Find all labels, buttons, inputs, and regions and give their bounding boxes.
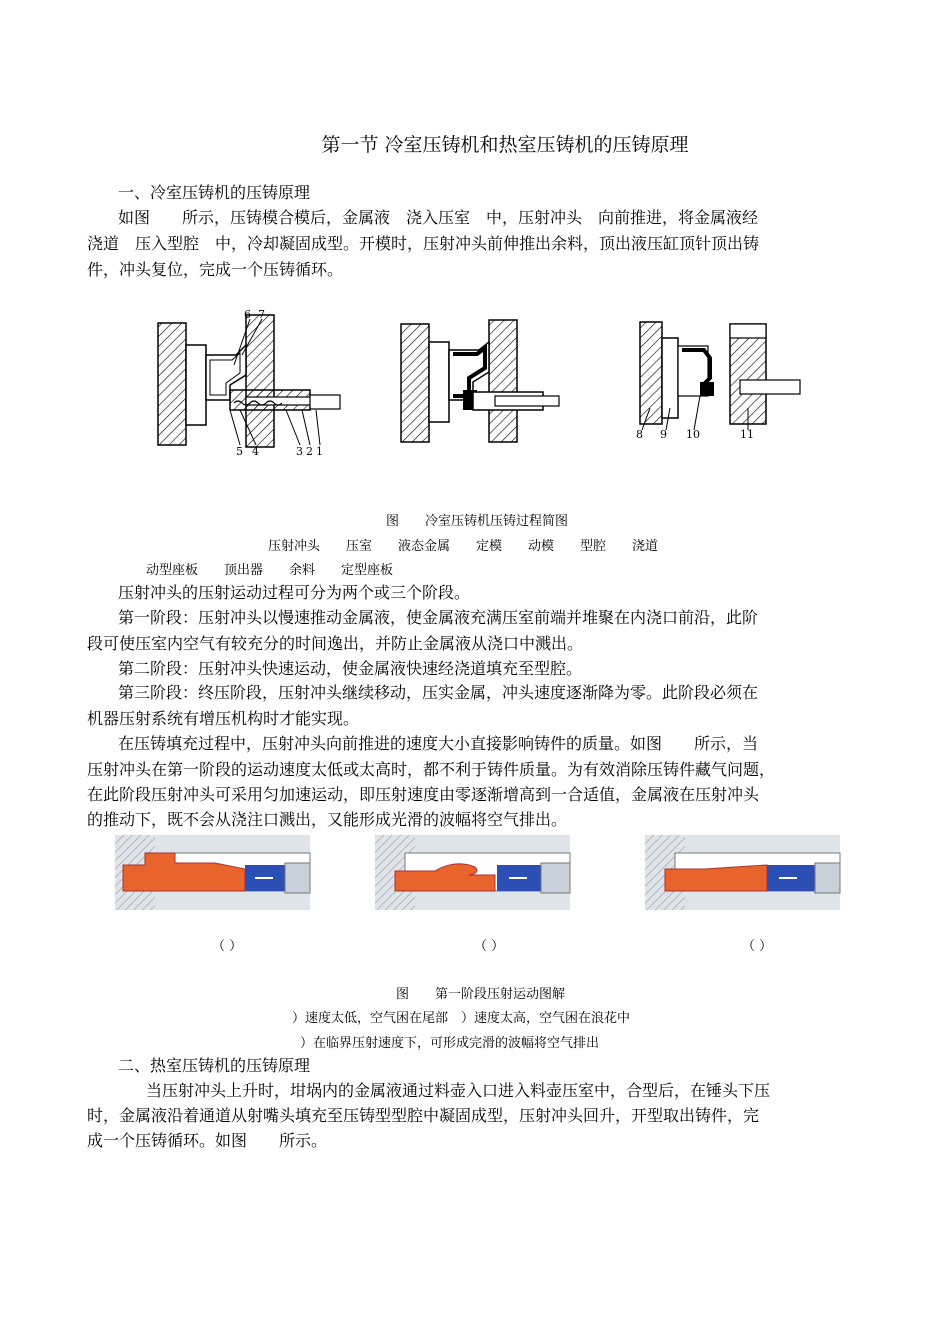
- injection-diagram-b: [375, 835, 570, 910]
- figure-2-legend: ）速度太低，空气困在尾部 ）速度太高，空气困在浪花中: [292, 1011, 631, 1026]
- label-5: 5: [236, 445, 243, 458]
- subfigure-label-a: （ ）: [212, 939, 243, 954]
- paragraph-line: 在压铸填充过程中，压射冲头向前推进的速度大小直接影响铸件的质量。如图 所示，当: [118, 734, 759, 753]
- paragraph-line: 第二阶段：压射冲头快速运动，使金属液快速经浇道填充至型腔。: [118, 659, 583, 678]
- figure-1-legend: 动型座板 顶出器 余料 定型座板: [146, 563, 394, 578]
- paragraph-line: 当压射冲头上升时，坩埚内的金属液通过料壶入口进入料壶压室中，合型后，在锤头下压: [146, 1081, 771, 1100]
- paragraph-line: 段可使压室内空气有较充分的时间逸出，并防止金属液从浇口中溅出。: [87, 634, 584, 653]
- diagram-stage-2: [395, 320, 565, 450]
- figure-1-legend: 压射冲头 压室 液态金属 定模 动模 型腔 浇道: [268, 539, 659, 554]
- section-heading-2: 二、热室压铸机的压铸原理: [118, 1056, 311, 1075]
- label-6: 6: [244, 308, 251, 321]
- paragraph-line: 第三阶段：终压阶段，压射冲头继续移动，压实金属，冲头速度逐渐降为零。此阶段必须在: [118, 683, 759, 702]
- label-10: 10: [686, 428, 700, 441]
- diagram-stage-1: [150, 305, 350, 465]
- paragraph-line: 如图 所示，压铸模合模后，金属液 浇入压室 中，压射冲头 向前推进，将金属液经: [118, 208, 759, 227]
- paragraph-line: 的推动下，既不会从浇注口溅出，又能形成光滑的波幅将空气排出。: [87, 810, 568, 829]
- paragraph-line: 在此阶段压射冲头可采用匀加速运动，即压射速度由零逐渐增高到一合适值，金属液在压射冲头: [87, 785, 760, 804]
- paragraph-line: 成一个压铸循环。如图 所示。: [87, 1131, 328, 1150]
- label-11: 11: [740, 428, 754, 441]
- label-8: 8: [636, 428, 643, 441]
- paragraph-line: 压射冲头的压射运动过程可分为两个或三个阶段。: [118, 583, 471, 602]
- label-1: 1: [316, 445, 323, 458]
- subfigure-label-b: （ ）: [474, 939, 505, 954]
- subfigure-label-c: （ ）: [742, 939, 773, 954]
- label-4: 4: [252, 445, 259, 458]
- label-3: 3: [296, 445, 303, 458]
- page-title: 第一节 冷室压铸机和热室压铸机的压铸原理: [321, 134, 689, 156]
- label-2: 2: [306, 445, 313, 458]
- paragraph-line: 浇道 压入型腔 中，冷却凝固成型。开模时，压射冲头前伸推出余料，顶出液压缸顶针顶出铸: [87, 234, 760, 253]
- injection-diagram-a: [115, 835, 310, 910]
- figure-1-caption: 图 冷室压铸机压铸过程简图: [386, 514, 569, 529]
- figure-2-legend: ）在临界压射速度下，可形成完滑的波幅将空气排出: [300, 1036, 600, 1051]
- label-9: 9: [660, 428, 667, 441]
- paragraph-line: 第一阶段：压射冲头以慢速推动金属液，使金属液充满压室前端并堆聚在内浇口前沿，此阶: [118, 608, 759, 627]
- diagram-stage-3: [630, 318, 800, 448]
- section-heading-1: 一、冷室压铸机的压铸原理: [118, 183, 311, 202]
- injection-diagram-c: [645, 835, 840, 910]
- label-7: 7: [258, 308, 265, 321]
- paragraph-line: 时，金属液沿着通道从射嘴头填充至压铸型型腔中凝固成型，压射冲头回升，开型取出铸件，完: [87, 1106, 760, 1125]
- figure-2-caption: 图 第一阶段压射运动图解: [396, 987, 566, 1002]
- paragraph-line: 压射冲头在第一阶段的运动速度太低或太高时，都不利于铸件质量。为有效消除压铸件藏气问题，: [87, 760, 776, 779]
- paragraph-line: 机器压射系统有增压机构时才能实现。: [87, 709, 360, 728]
- paragraph-line: 件，冲头复位，完成一个压铸循环。: [87, 260, 344, 279]
